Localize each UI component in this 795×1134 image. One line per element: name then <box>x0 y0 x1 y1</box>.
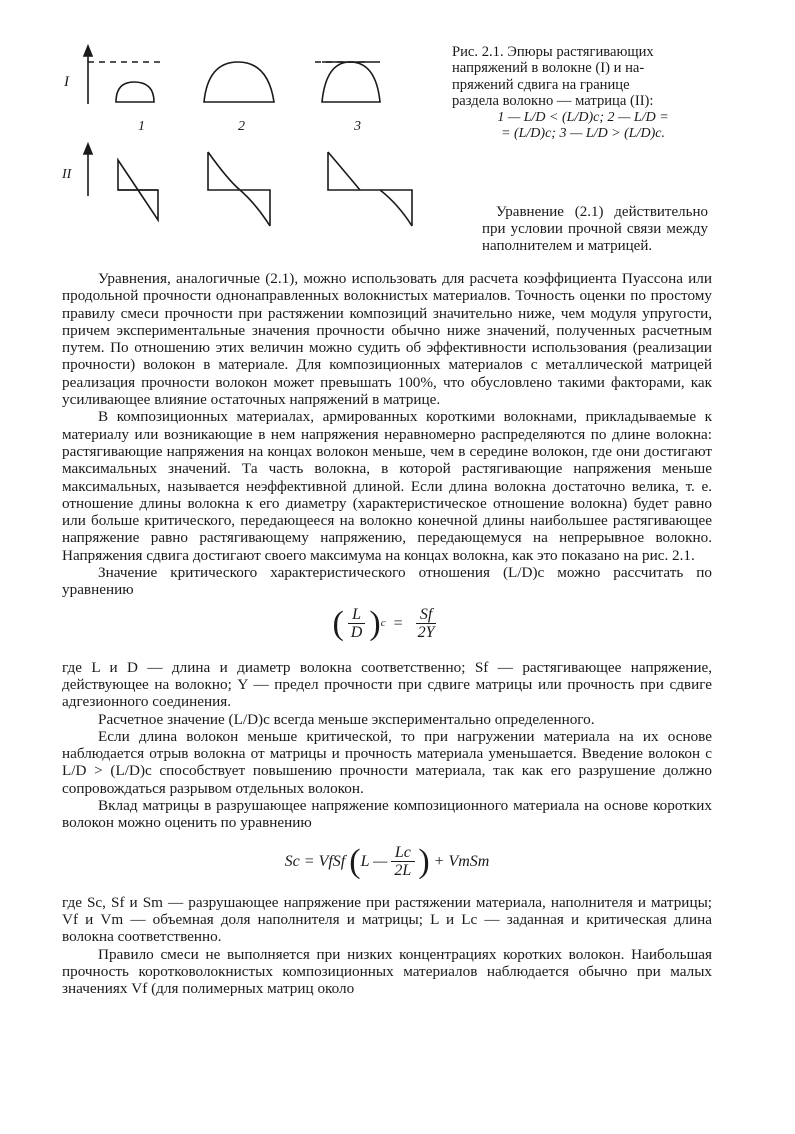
formula2-inner: L — <box>360 852 388 870</box>
paragraph: Если длина волокон меньше критической, то при нагружении материала на их основе наблюдается отрыв волокна от матрицы и прочность материала уменьшается. Введение волокон с L/D > (L/D)c способствует повышению прочности материала, так как его разрушение должно сопровождаться разрывом отдельных волокон. <box>62 727 712 797</box>
rhs-numerator: Sf <box>416 606 436 624</box>
lhs-subscript: c <box>380 616 386 629</box>
caption-line: Рис. 2.1. Эпюры растягивающих <box>452 44 654 60</box>
paragraph: В композиционных материалах, армированных короткими волокнами, прикладываемые к материалу или возникающие в нем напряжения неравномерно распределяются по длине волокна: растягивающие напряжения на концах волокон меньше, чем в середине волокон, где они достигают максимальных значений. Та часть волокна, в которой растягивающие напряжения меньше максимальных, называется неэффективной длиной. Если длина волокна достаточно велика, т. е. отношение длины волокна к его диаметру (характеристическое отношение волокна) будет равно или больше критического, передающееся на волокно конечной длины наибольшее растягивающее напряжение равно растягивающему напряжению, передающемуся на непрерывное волокно. Напряжения сдвига достигают своего максимума на концах волокна, как это показано на рис. 2.1. <box>62 408 712 564</box>
formula-composite-strength: Sc = VfSf ( L — $\frac{Lc}{2L}$ ) + VmSm <box>284 842 490 880</box>
rhs-denominator: 2Y <box>417 624 435 642</box>
formula2-lhs: Sc = VfSf <box>284 852 346 870</box>
curve-number-1: 1 <box>138 119 145 134</box>
paragraph: Уравнения, аналогичные (2.1), можно использовать для расчета коэффициента Пуассона или продольной прочности однонаправленных волокнистых материалов. Точность оценки по простому правилу смеси прочности при растяжении композиций значительно ниже, чем модуля упругости, причем экспериментальные значения прочности обычно ниже значений, полученных расчетным путем. По отношению этих величин можно судить об эффективности использования (реализации прочности) волокон в материале. Для композиционных материалов с металлической матрицей реализация прочности волокон может превышать 100%, что обусловлено такими факторами, как усиливающее влияние остаточных напряжений в матрице. <box>62 270 712 409</box>
paragraph: Вклад матрицы в разрушающее напряжение композиционного материала на основе коротких волокон можно оценить по уравнению <box>62 797 712 832</box>
caption-line: пряжений сдвига на границе <box>452 76 630 93</box>
formula-critical-ratio: ( $\frac{L}{D}$ ) c = $\frac{Sf}{2Y}$ <box>62 603 712 645</box>
paragraph: Значение критического характеристического отношения (L/D)c можно рассчитать по уравнению <box>62 564 712 599</box>
stress-diagram-figure <box>60 40 450 250</box>
lhs-fraction <box>347 606 367 641</box>
main-text <box>62 270 712 997</box>
caption-line: раздела волокно — матрица (II): <box>452 93 654 110</box>
stress-curve-1 <box>116 82 154 102</box>
row1-axis-arrow <box>84 46 92 56</box>
stress-curve-3 <box>322 62 380 102</box>
shear-diagram-3 <box>328 152 412 226</box>
caption-formula-1: 1 — L/D < (L/D)c; 2 — L/D = <box>497 109 669 125</box>
paragraph: Расчетное значение (L/D)c всегда меньше экспериментально определенного. <box>98 710 595 728</box>
formula2-numerator: Lc <box>391 844 415 862</box>
lhs-denominator: D <box>350 624 363 642</box>
formula2-rhs: + VmSm <box>433 852 490 870</box>
lhs-numerator: L <box>348 606 365 624</box>
shear-diagram-2 <box>208 152 270 226</box>
paragraph: Правило смеси не выполняется при низких концентрациях коротких волокон. Наибольшая прочность коротковолокнистых композиционных материалов наблюдается обычно при малых значениях Vf (для полимерных матриц около <box>62 945 712 998</box>
stress-curve-2 <box>204 62 274 102</box>
equals-sign: = <box>393 614 403 632</box>
caption-line: напряжений в волокне (I) и на- <box>452 60 645 77</box>
curve-number-2: 2 <box>238 119 245 134</box>
row2-label: II <box>62 167 72 182</box>
formula2-denominator: 2L <box>394 862 412 880</box>
side-paragraph: Уравнение (2.1) действительно при условии прочной связи между наполнителем и матрицей. <box>482 204 708 255</box>
paragraph: где Sc, Sf и Sm — разрушающее напряжение при растяжении материала, наполнителя и матрицы; Vf и Vm — объемная доля наполнителя и матрицы; L и Lc — заданная и критическая длина волокна соответственно. <box>62 893 712 946</box>
caption-formula-2: = (L/D)c; 3 — L/D > (L/D)c. <box>501 126 665 142</box>
paragraph: где L и D — длина и диаметр волокна соответственно; Sf — растягивающее напряжение, действующее на волокно; Y — предел прочности при сдвиге матрицы или прочность при сдвиге адгезионного соединения. <box>62 658 712 711</box>
figure-caption <box>452 44 714 142</box>
row1-label: I <box>64 74 69 90</box>
formula2-fraction <box>390 844 415 879</box>
rhs-fraction <box>414 606 439 641</box>
row2-axis-arrow <box>84 144 92 154</box>
curve-number-3: 3 <box>354 119 361 134</box>
